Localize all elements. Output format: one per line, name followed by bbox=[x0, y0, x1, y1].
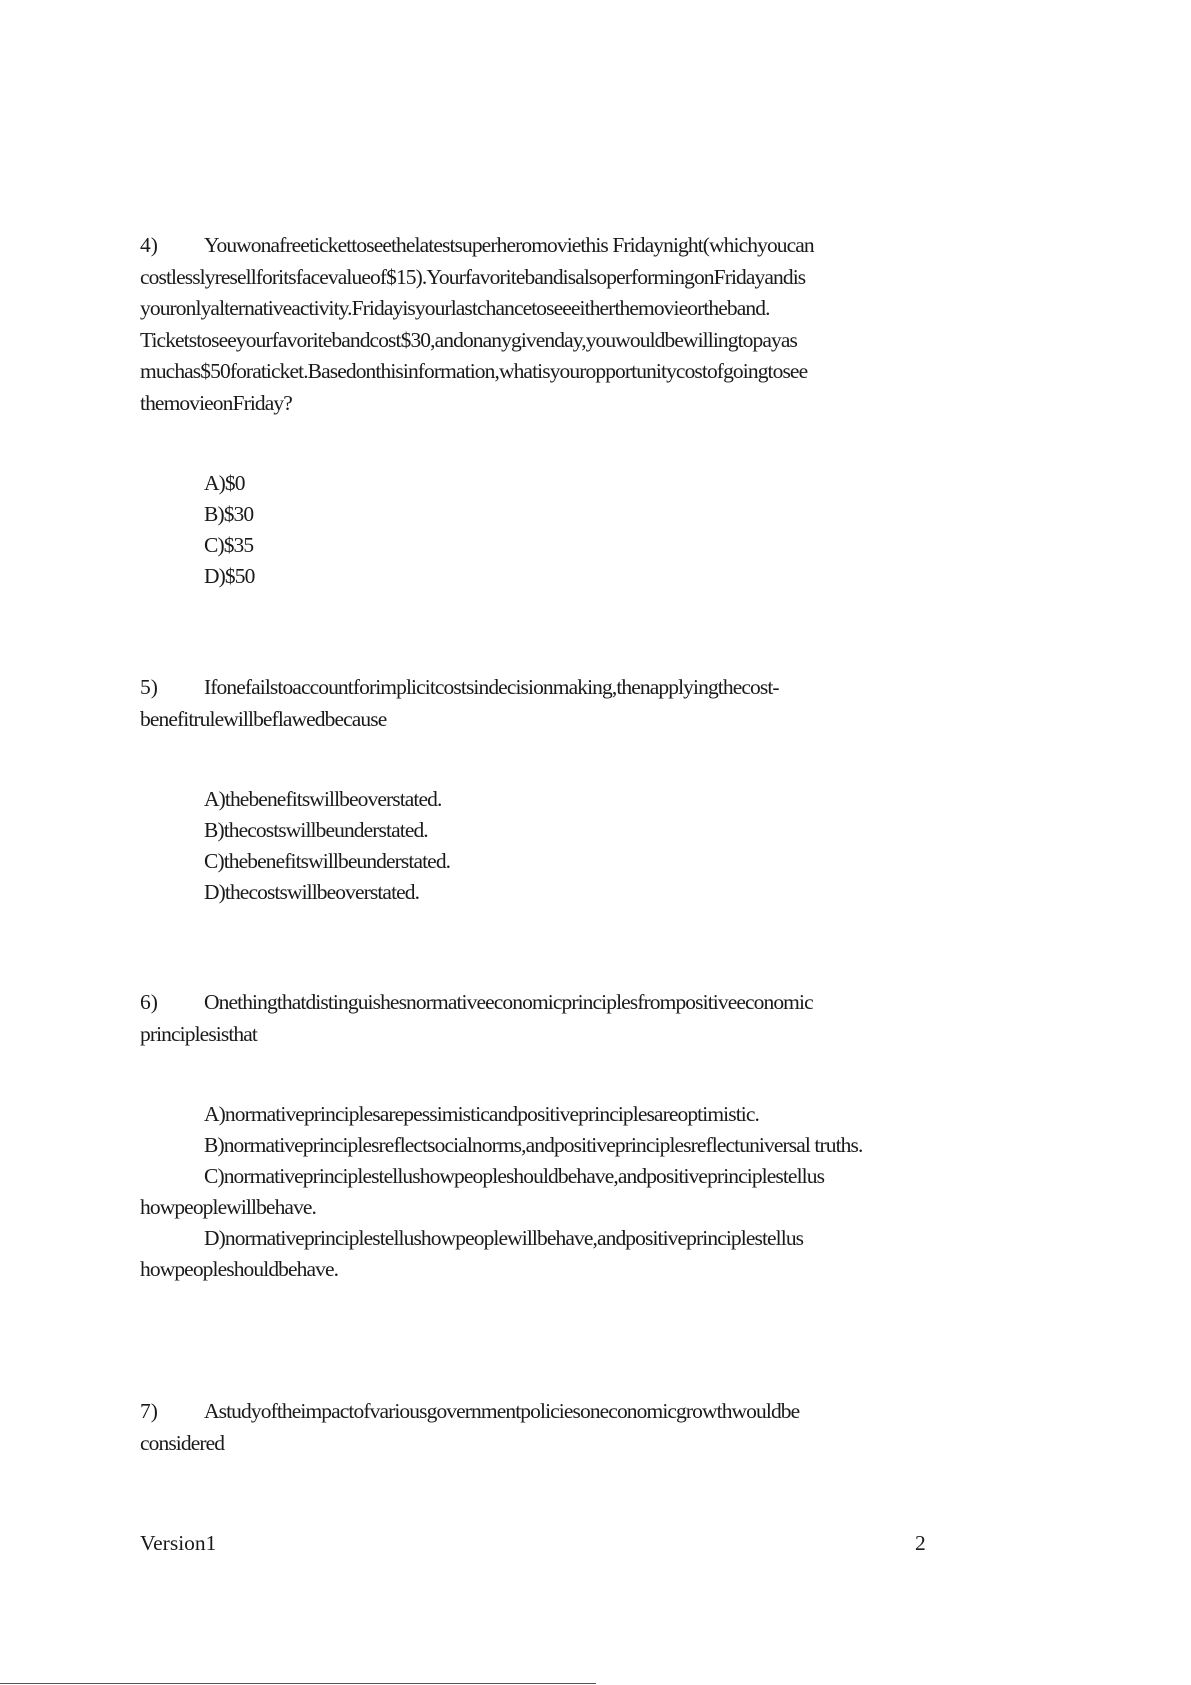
question-text-line: benefitrulewillbeflawedbecause bbox=[140, 706, 387, 731]
answer-choice-d[interactable]: D)thecostswillbeoverstated. bbox=[204, 880, 420, 904]
footer-version: Version1 bbox=[140, 1531, 217, 1555]
question-text-line: considered bbox=[140, 1430, 225, 1455]
answer-choice-d[interactable]: D)normativeprinciplestellushowpeoplewillbehave,andpositiveprinciplestellus howpeopleshouldbehave. bbox=[140, 1226, 804, 1281]
answer-choice-c[interactable]: C)$35 bbox=[204, 533, 254, 557]
answer-choice-a[interactable]: A)thebenefitswillbeoverstated. bbox=[204, 787, 442, 811]
question-text-line: muchas$50foraticket.Basedonthisinformation,whatisyouropportunitycostofgoingtosee bbox=[140, 359, 808, 383]
question-text-line: Ticketstoseeyourfavoritebandcost$30,andonanygivenday,youwouldbewillingtopayas bbox=[140, 327, 797, 352]
question-number: 4) bbox=[140, 233, 158, 257]
answer-choice-a[interactable]: A)$0 bbox=[204, 471, 245, 495]
question-4 bbox=[140, 230, 950, 419]
question-text-line: Onethingthatdistinguishesnormativeeconomicprinciplesfrompositiveeconomic bbox=[204, 990, 813, 1014]
answer-choices-4 bbox=[140, 468, 960, 592]
answer-choice-b[interactable]: B)$30 bbox=[204, 502, 254, 526]
question-text-line: principlesisthat bbox=[140, 1021, 257, 1046]
question-text-line: costlesslyresellforitsfacevalueof$15).YourfavoritebandisalsoperformingonFridayandis bbox=[140, 264, 806, 289]
question-text-line: youronlyalternativeactivity.Fridayisyourlastchancetoseeeitherthemovieortheband. bbox=[140, 296, 770, 320]
answer-choice-d[interactable]: D)$50 bbox=[204, 564, 255, 588]
question-number: 6) bbox=[140, 990, 158, 1014]
question-5 bbox=[140, 672, 950, 735]
question-text-line: Astudyoftheimpactofvariousgovernmentpoliciesoneconomicgrowthwouldbe bbox=[204, 1399, 800, 1423]
question-number: 5) bbox=[140, 675, 158, 699]
question-text-line: Ifonefailstoaccountforimplicitcostsindecisionmaking,thenapplyingthecost- bbox=[204, 675, 779, 699]
answer-choices-5 bbox=[140, 784, 960, 908]
question-7 bbox=[140, 1396, 950, 1459]
question-6 bbox=[140, 987, 950, 1050]
answer-choice-c[interactable]: C)thebenefitswillbeunderstated. bbox=[204, 849, 451, 873]
answer-choice-b[interactable]: B)normativeprinciplesreflectsocialnorms,andpositiveprinciplesreflectuniversal truths. bbox=[204, 1133, 863, 1157]
question-text-line: themovieonFriday? bbox=[140, 390, 292, 415]
question-number: 7) bbox=[140, 1399, 158, 1423]
question-text-line: Youwonafreetickettoseethelatestsuperheromoviethis Fridaynight(whichyoucan bbox=[204, 233, 814, 257]
answer-choices-6 bbox=[140, 1099, 965, 1285]
answer-choice-c[interactable]: C)normativeprinciplestellushowpeopleshouldbehave,andpositiveprinciplestellus howpeoplewillbehave. bbox=[140, 1164, 825, 1219]
bottom-divider bbox=[0, 1683, 596, 1684]
answer-choice-b[interactable]: B)thecostswillbeunderstated. bbox=[204, 818, 428, 842]
footer-page-number: 2 bbox=[915, 1531, 926, 1555]
answer-choice-a[interactable]: A)normativeprinciplesarepessimisticandpositiveprinciplesareoptimistic. bbox=[204, 1102, 759, 1126]
